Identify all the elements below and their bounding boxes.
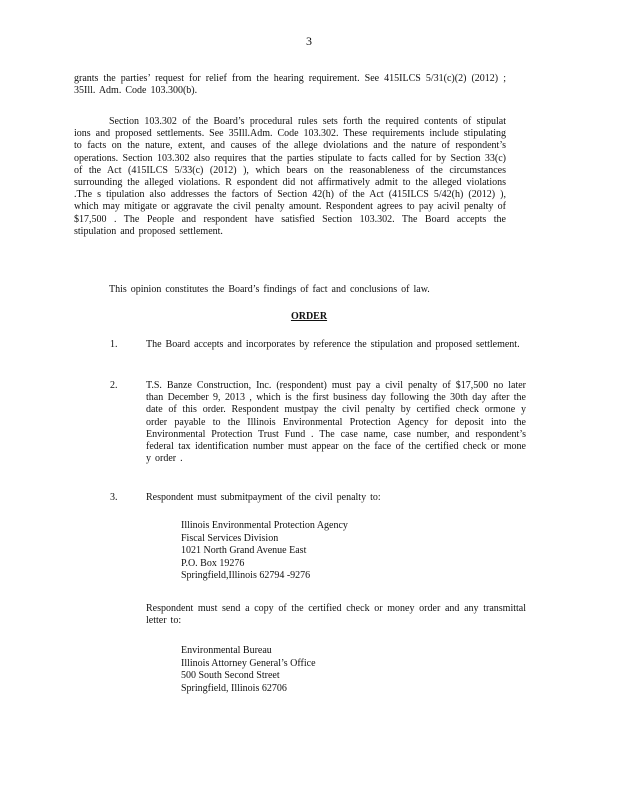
address-line: Illinois Environmental Protection Agency [181, 520, 348, 531]
address-illinois-epa [181, 520, 348, 583]
address-line: 1021 North Grand Avenue East [181, 545, 307, 557]
order-item-text: Respondent must submitpayment of the civil penalty to: [146, 492, 381, 503]
paragraph-opinion-statement: This opinion constitutes the Board’s findings of fact and conclusions of law. [109, 284, 430, 295]
transmittal-instruction: Respondent must send a copy of the certified check or money order and any transmittal letter to: [146, 603, 526, 627]
order-item-text: T.S. Banze Construction, Inc. (respondent) must pay a civil penalty of $17,500 no later than December 9, 2013 , which is the first business day following the 30th day after the date of this order. Respondent mustpay the civil penalty by certified check ormone y order payable to the Illinois Environmental Protection Agency for deposit into the Environmental Protection Trust Fund . The case name, case number, and respondent’s federal tax identification number must appear on the face of the certified check or mone y order . [146, 380, 526, 465]
paragraph-stipulation-requirements: Section 103.302 of the Board’s procedural rules sets forth the required contents of stipulat ions and proposed settlements. See 35Ill.Adm. Code 103.302. These requirements include stipulating to facts on the nature, extent, and causes of the allege dviolations and the nature of respondent’s operations. Section 103.302 also requires that the parties stipulate to facts called for by Section 33(c) of the Act (415ILCS 5/33(c) (2012) ), which bears on the reasonableness of the circumstances surrounding the alleged violations. R espondent did not affirmatively admit to the alleged violations .The s tipulation also addresses the factors of Section 42(h) of the Act (415ILCS 5/42(h) (2012) ), which may mitigate or aggravate the civil penalty amount. Respondent agrees to pay acivil penalty of $17,500 . The People and respondent have satisfied Section 103.302. The Board accepts the stipulation and proposed settlement. [74, 116, 506, 237]
paragraph-hearing-relief: grants the parties’ request for relief from the hearing requirement. See 415ILCS 5/31(c)(2) (2012) ; 35Ill. Adm. Code 103.300(b). [74, 73, 506, 97]
order-item-number: 1. [110, 339, 118, 350]
order-heading: ORDER [290, 311, 328, 322]
order-item-number: 3. [110, 492, 118, 503]
address-line: Springfield, Illinois 62706 [181, 682, 287, 694]
address-line: Illinois Attorney General’s Office [181, 657, 316, 669]
address-line: 500 South Second Street [181, 670, 280, 682]
address-line: P.O. Box 19276 [181, 557, 245, 569]
order-item-text: The Board accepts and incorporates by reference the stipulation and proposed settlement. [146, 339, 520, 350]
address-line: Springfield,Illinois 62794 -9276 [181, 570, 311, 582]
address-attorney-general [181, 645, 316, 695]
address-line: Fiscal Services Division [181, 532, 279, 544]
address-line: Environmental Bureau [181, 645, 272, 656]
page-number: 3 [306, 34, 312, 48]
order-item-number: 2. [110, 380, 118, 391]
